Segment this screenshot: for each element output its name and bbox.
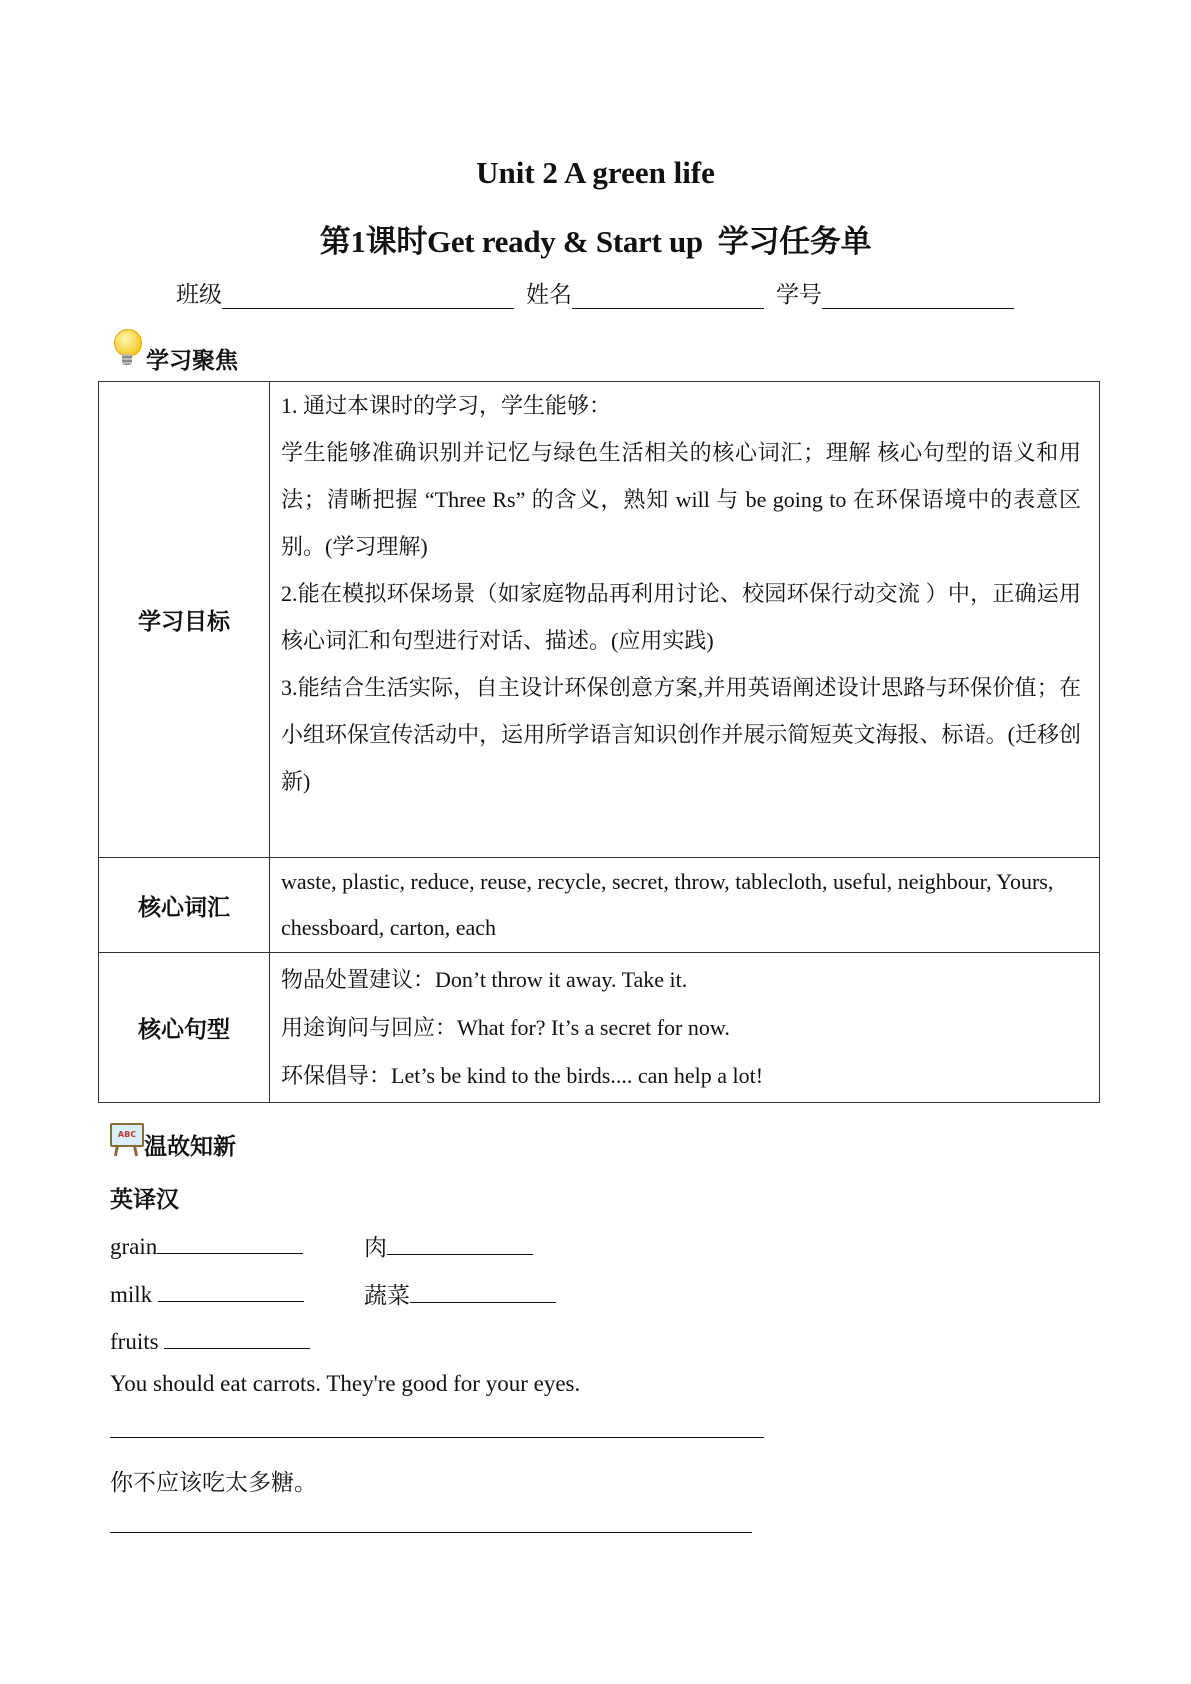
class-label: 班级 xyxy=(176,282,222,307)
table-row-sentences xyxy=(99,953,1100,1103)
goal-1: 学生能够准确识别并记忆与绿色生活相关的核心词汇；理解 核心句型的语义和用法；清晰把握 “Three Rs” 的含义，熟知 will 与 be going to 在环保语境中的表意区别。(学习理解) xyxy=(281,440,1081,559)
word-fruits-row xyxy=(110,1324,310,1355)
learning-focus-table xyxy=(98,381,1100,1103)
document-subtitle: 第1课时Get ready & Start up 学习任务单 xyxy=(319,224,872,259)
word-grain: grain xyxy=(110,1234,158,1259)
vocab-label: 核心词汇 xyxy=(99,858,270,953)
goals-content xyxy=(270,382,1100,858)
section-learning-focus xyxy=(114,326,238,375)
word-milk-blank[interactable] xyxy=(158,1277,304,1302)
word-fruits: fruits xyxy=(110,1329,165,1354)
name-label: 姓名 xyxy=(526,282,572,307)
goal-2: 2.能在模拟环保场景（如家庭物品再利用讨论、校园环保行动交流 ）中，正确运用核心词汇和句型进行对话、描述。(应用实践) xyxy=(281,581,1081,653)
section-learning-focus-title: 学习聚焦 xyxy=(146,348,238,373)
goal-intro: 1. 通过本课时的学习，学生能够： xyxy=(281,393,612,418)
sentences-content xyxy=(270,953,1100,1103)
table-row-vocab xyxy=(99,858,1100,953)
sentences-label: 核心句型 xyxy=(99,953,270,1103)
word-grain-row xyxy=(110,1229,303,1260)
sentence-1: 物品处置建议：Don’t throw it away. Take it. xyxy=(281,966,688,992)
blackboard-icon xyxy=(110,1121,142,1155)
section-review xyxy=(110,1114,236,1161)
word-grain-blank[interactable] xyxy=(157,1229,303,1254)
answer-line-1[interactable] xyxy=(110,1436,764,1438)
goals-label: 学习目标 xyxy=(99,382,270,858)
word-vegetables-row xyxy=(364,1277,556,1310)
exercise-heading: 英译汉 xyxy=(110,1187,179,1212)
translate-sentence-1: You should eat carrots. They're good for your eyes. xyxy=(110,1371,581,1396)
student-number-label: 学号 xyxy=(776,282,822,307)
student-info-fields xyxy=(176,276,1014,309)
sentence-2: 用途询问与回应：What for? It’s a secret for now. xyxy=(281,1014,730,1040)
translate-sentence-2: 你不应该吃太多糖。 xyxy=(110,1470,317,1495)
word-milk: milk xyxy=(110,1282,158,1307)
vocab-list: waste, plastic, reduce, reuse, recycle, secret, throw, tablecloth, useful, neighbour, Yours, chessboard, carton, each xyxy=(281,869,1054,940)
class-blank[interactable] xyxy=(222,282,514,309)
name-blank[interactable] xyxy=(572,282,764,309)
word-vegetables: 蔬菜 xyxy=(364,1283,410,1308)
word-vegetables-blank[interactable] xyxy=(410,1278,556,1303)
word-meat: 肉 xyxy=(364,1235,387,1260)
word-meat-blank[interactable] xyxy=(387,1230,533,1255)
vocab-content xyxy=(270,858,1100,953)
blackboard-text: ABC xyxy=(110,1123,144,1147)
word-milk-row xyxy=(110,1277,304,1308)
student-number-blank[interactable] xyxy=(822,282,1014,309)
lightbulb-icon xyxy=(114,329,140,373)
word-fruits-blank[interactable] xyxy=(164,1324,310,1349)
answer-line-2[interactable] xyxy=(110,1531,752,1533)
section-review-title: 温故知新 xyxy=(144,1134,236,1159)
goal-3: 3.能结合生活实际，自主设计环保创意方案,并用英语阐述设计思路与环保价值；在小组环保宣传活动中，运用所学语言知识创作并展示简短英文海报、标语。(迁移创新) xyxy=(281,675,1081,794)
table-row-goals xyxy=(99,382,1100,858)
sentence-3: 环保倡导：Let’s be kind to the birds.... can help a lot! xyxy=(281,1062,764,1088)
document-title: Unit 2 A green life xyxy=(476,155,715,190)
word-meat-row xyxy=(364,1229,533,1262)
